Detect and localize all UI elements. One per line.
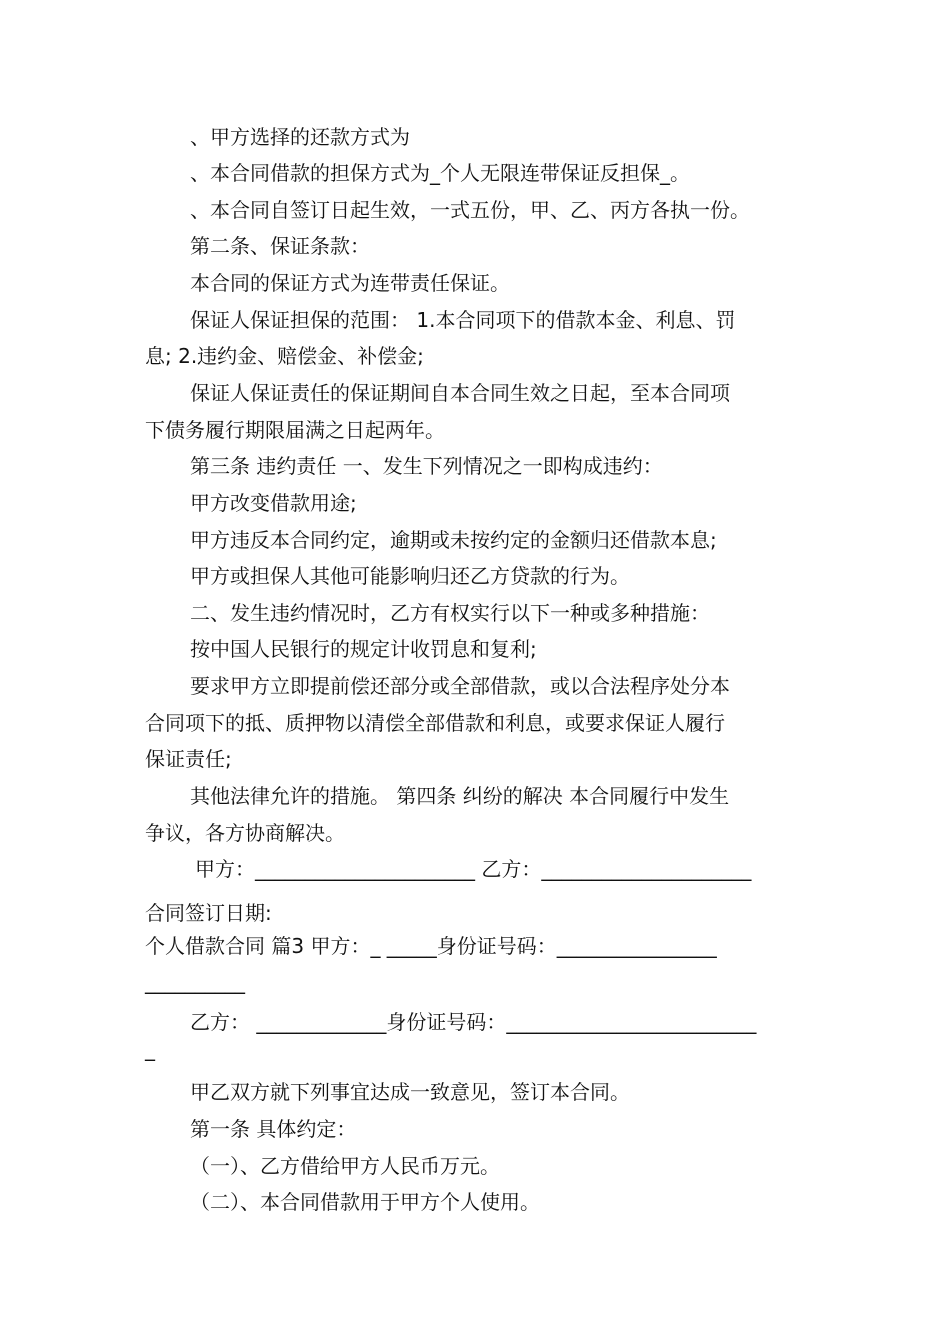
section-heading: 第二条、保证条款： [190, 234, 370, 258]
text-line: 本合同的保证方式为连带责任保证。 [190, 271, 510, 295]
contract-title-line: 个人借款合同 篇3 甲方：_ _____身份证号码：________________ [145, 934, 717, 958]
text-line: 息; 2.违约金、赔偿金、补偿金; [145, 344, 424, 368]
text-line: 其他法律允许的措施。 第四条 纠纷的解决 本合同履行中发生 [190, 784, 730, 808]
signing-date-label: 合同签订日期: [145, 901, 272, 925]
text-line: 甲方改变借款用途; [190, 491, 357, 515]
text-line: 争议，各方协商解决。 [145, 821, 345, 845]
signature-line: 甲方：______________________ 乙方：_____________________ [195, 857, 752, 881]
underline-continuation: __________ [145, 970, 245, 994]
text-line: （二）、本合同借款用于甲方个人使用。 [190, 1190, 540, 1214]
text-line: 、本合同借款的担保方式为_个人无限连带保证反担保_。 [190, 161, 690, 185]
text-line: 二、发生违约情况时，乙方有权实行以下一种或多种措施： [190, 601, 710, 625]
text-line: 保证人保证担保的范围： 1.本合同项下的借款本金、利息、罚 [190, 308, 736, 332]
text-line: 保证人保证责任的保证期间自本合同生效之日起，至本合同项 [190, 381, 730, 405]
text-line: 要求甲方立即提前偿还部分或全部借款，或以合法程序处分本 [190, 674, 730, 698]
section-heading: 第三条 违约责任 一、发生下列情况之一即构成违约： [190, 454, 663, 478]
text-line: 甲乙双方就下列事宜达成一致意见，签订本合同。 [190, 1080, 630, 1104]
text-line: 下债务履行期限届满之日起两年。 [145, 418, 445, 442]
text-line: 按中国人民银行的规定计收罚息和复利; [190, 637, 537, 661]
underline-continuation: _ [145, 1037, 155, 1061]
section-heading: 第一条 具体约定： [190, 1117, 357, 1141]
text-line: 保证责任; [145, 747, 232, 771]
text-line: （一）、乙方借给甲方人民币万元。 [190, 1154, 500, 1178]
party-b-line: 乙方： _____________身份证号码：_________________________ [190, 1010, 757, 1034]
text-line: 、甲方选择的还款方式为 [190, 125, 410, 149]
text-line: 甲方违反本合同约定，逾期或未按约定的金额归还借款本息; [190, 528, 717, 552]
text-line: 、本合同自签订日起生效，一式五份，甲、乙、丙方各执一份。 [190, 198, 750, 222]
text-line: 合同项下的抵、质押物以清偿全部借款和利息，或要求保证人履行 [145, 711, 725, 735]
text-line: 甲方或担保人其他可能影响归还乙方贷款的行为。 [190, 564, 630, 588]
